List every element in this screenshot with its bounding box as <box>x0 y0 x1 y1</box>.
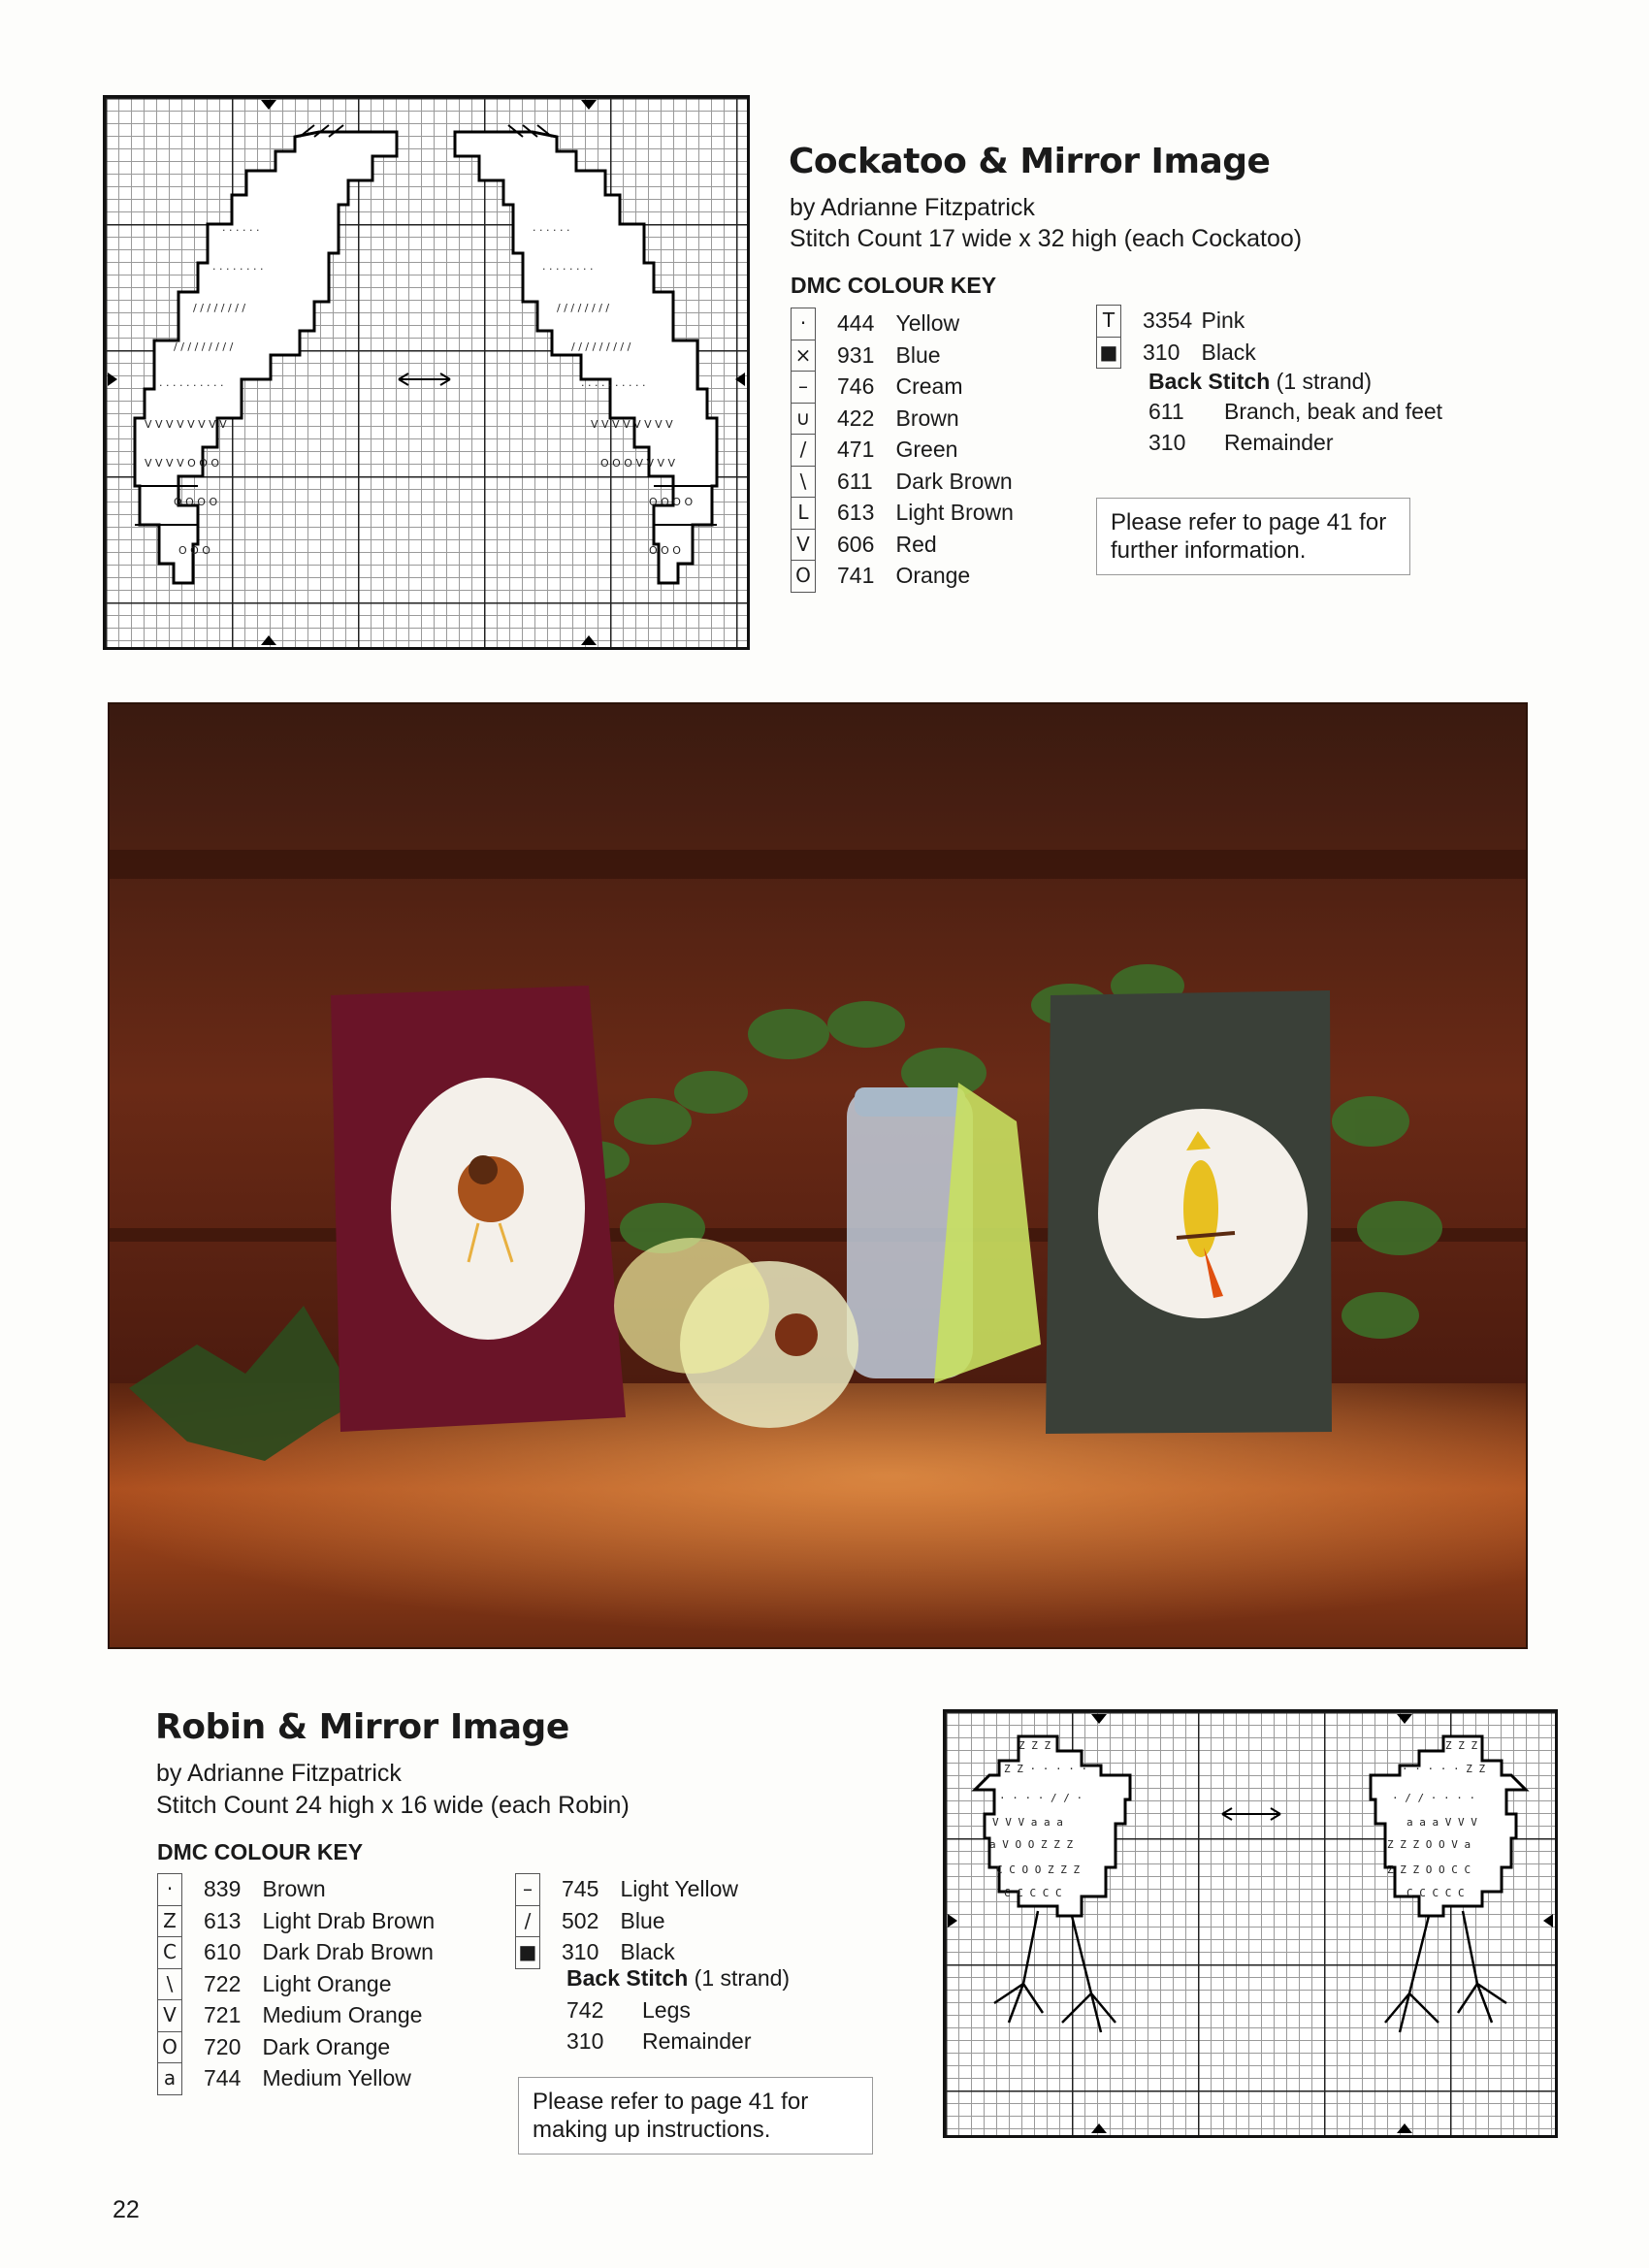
key-symbol: a <box>158 2063 182 2095</box>
backstitch-strands: (1 strand) <box>694 1965 791 1991</box>
cockatoo-author: by Adrianne Fitzpatrick <box>790 194 1035 221</box>
key-row <box>792 561 1014 593</box>
svg-text:· / / · · · ·: · / / · · · · <box>1392 1792 1476 1804</box>
svg-text:Z Z Z: Z Z Z <box>1445 1739 1478 1752</box>
cards-photograph <box>108 702 1528 1649</box>
key-code: 611 <box>837 468 873 494</box>
svg-text:O O O O: O O O O <box>649 496 694 508</box>
key-code: 839 <box>204 1876 242 1902</box>
key-symbol: · <box>792 308 816 340</box>
svg-text:· · · · · · · ·: · · · · · · · · <box>542 263 594 275</box>
key-colour-name: Yellow <box>895 310 960 337</box>
key-row <box>158 1937 436 1969</box>
svg-text:· · · · · · · · · ·: · · · · · · · · · · <box>159 379 224 392</box>
key-colour-name: Blue <box>895 341 941 368</box>
key-colour-name: Orange <box>895 563 971 589</box>
svg-text:/ / / / / / / / /: / / / / / / / / / <box>174 340 234 353</box>
svg-text:Z Z Z O O C C: Z Z Z O O C C <box>1387 1863 1471 1876</box>
backstitch-row <box>1148 428 1442 459</box>
key-colour-name: Blue <box>620 1907 665 1933</box>
key-colour-name: Dark Drab Brown <box>262 1939 434 1965</box>
robin-stitch-count: Stitch Count 24 high x 16 wide (each Robin) <box>156 1792 630 1819</box>
svg-text:a a a V V V: a a a V V V <box>1406 1816 1477 1829</box>
key-symbol: × <box>792 340 816 372</box>
key-colour-name: Medium Yellow <box>262 2065 411 2091</box>
svg-text:· · · · · · · ·: · · · · · · · · <box>212 263 264 275</box>
key-code: 745 <box>562 1876 599 1902</box>
key-colour-name: Light Orange <box>262 1970 392 1996</box>
svg-text:O O O O: O O O O <box>174 496 218 508</box>
key-row <box>1097 337 1256 369</box>
key-colour-name: Light Drab Brown <box>262 1907 436 1933</box>
key-row <box>792 498 1014 530</box>
key-row <box>792 529 1014 561</box>
backstitch-label: Back Stitch <box>566 1965 689 1991</box>
backstitch-code: 742 <box>566 1997 604 2024</box>
robin-card <box>331 986 626 1432</box>
key-colour-name: Medium Orange <box>262 2002 423 2028</box>
robin-backstitch-list <box>566 1995 752 2057</box>
key-row <box>516 1905 739 1937</box>
key-symbol: V <box>158 2000 182 2032</box>
backstitch-label: Back Stitch <box>1148 369 1271 394</box>
svg-text:Z Z Z: Z Z Z <box>1018 1739 1051 1752</box>
backstitch-row <box>566 1995 752 2026</box>
robin-author: by Adrianne Fitzpatrick <box>156 1760 402 1787</box>
backstitch-code: 310 <box>1148 429 1186 455</box>
key-code: 3354 <box>1143 308 1193 334</box>
cockatoo-note: Please refer to page 41 for further information. <box>1096 498 1410 575</box>
key-code: 931 <box>837 341 875 368</box>
key-colour-name: Cream <box>895 373 963 400</box>
key-code: 606 <box>837 531 875 557</box>
key-code: 721 <box>204 2002 242 2028</box>
backstitch-row <box>1148 397 1442 428</box>
svg-text:V V V V V V V V: V V V V V V V V <box>145 418 227 431</box>
key-code: 722 <box>204 1970 242 1996</box>
key-symbol: O <box>792 561 816 593</box>
robin-note: Please refer to page 41 for making up instructions. <box>518 2077 873 2155</box>
backstitch-row <box>566 2026 752 2057</box>
key-colour-name: Red <box>895 531 937 557</box>
key-colour-name: Light Brown <box>895 500 1014 526</box>
key-code: 422 <box>837 405 875 431</box>
key-symbol: / <box>792 435 816 467</box>
key-row <box>158 2000 436 2032</box>
backstitch-use: Branch, beak and feet <box>1224 399 1443 425</box>
key-symbol: ■ <box>516 1937 540 1969</box>
svg-text:O O O V V V V: O O O V V V V <box>600 457 676 470</box>
key-symbol: Z <box>158 1905 182 1937</box>
page-number: 22 <box>113 2196 140 2223</box>
key-symbol: C <box>158 1937 182 1969</box>
cockatoo-backstitch-heading <box>1148 369 1372 395</box>
backstitch-code: 611 <box>1148 399 1184 425</box>
key-code: 502 <box>562 1907 599 1933</box>
key-code: 746 <box>837 373 875 400</box>
cockatoo-title: Cockatoo & Mirror Image <box>789 142 1271 181</box>
key-symbol: – <box>792 372 816 404</box>
robin-chart-drawing <box>946 1712 1555 2135</box>
key-colour-name: Brown <box>895 405 959 431</box>
svg-text:/ / / / / / / / /: / / / / / / / / / <box>571 340 631 353</box>
key-symbol: V <box>792 529 816 561</box>
key-symbol: / <box>516 1905 540 1937</box>
key-row <box>516 1874 739 1906</box>
robin-key-heading: DMC COLOUR KEY <box>157 1839 364 1864</box>
key-symbol: O <box>158 2031 182 2063</box>
photo-scene <box>110 704 1526 1647</box>
robin-colour-key-left <box>157 1873 436 2095</box>
key-colour-name: Black <box>620 1939 675 1965</box>
cockatoo-key-heading: DMC COLOUR KEY <box>791 273 997 298</box>
key-row <box>516 1937 739 1969</box>
key-row <box>158 1968 436 2000</box>
cockatoo-backstitch-list <box>1148 397 1442 458</box>
cockatoo-chart-drawing <box>106 98 747 647</box>
svg-text:Z Z Z O O V a: Z Z Z O O V a <box>1387 1838 1471 1851</box>
key-colour-name: Light Yellow <box>620 1876 738 1902</box>
svg-text:a V O O Z Z Z: a V O O Z Z Z <box>989 1838 1074 1851</box>
svg-text:V V V a a a: V V V a a a <box>992 1816 1063 1829</box>
key-code: 610 <box>204 1939 242 1965</box>
svg-text:O O O: O O O <box>178 544 210 557</box>
key-code: 444 <box>837 310 875 337</box>
cockatoo-stitch-count: Stitch Count 17 wide x 32 high (each Cockatoo) <box>790 225 1303 252</box>
robin-colour-key-right <box>515 1873 739 1969</box>
key-symbol: ∪ <box>792 403 816 435</box>
key-row <box>158 1874 436 1906</box>
key-colour-name: Dark Brown <box>895 468 1013 494</box>
svg-text:· · · · / / ·: · · · · / / · <box>999 1792 1083 1804</box>
key-symbol: ■ <box>1097 337 1121 369</box>
backstitch-strands: (1 strand) <box>1276 369 1373 394</box>
key-row <box>158 2063 436 2095</box>
robin-backstitch-heading <box>566 1965 790 1992</box>
svg-text:/ / / / / / / /: / / / / / / / / <box>557 302 610 314</box>
svg-text:O O O: O O O <box>649 544 681 557</box>
svg-text:· · · · · ·: · · · · · · <box>222 224 260 237</box>
svg-text:Z Z · · · · ·: Z Z · · · · · <box>1004 1763 1088 1775</box>
svg-text:C C C C C: C C C C C <box>1406 1887 1465 1899</box>
svg-text:/ / / / / / / /: / / / / / / / / <box>193 302 246 314</box>
svg-text:V V V V O O O: V V V V O O O <box>145 457 220 470</box>
key-colour-name: Brown <box>262 1876 326 1902</box>
backstitch-use: Remainder <box>642 2027 752 2054</box>
key-symbol: \ <box>792 466 816 498</box>
key-symbol: T <box>1097 306 1121 338</box>
key-symbol: · <box>158 1874 182 1906</box>
key-colour-name: Dark Orange <box>262 2033 391 2059</box>
svg-text:· · · · · ·: · · · · · · <box>533 224 570 237</box>
key-row <box>158 1905 436 1937</box>
cockatoo-colour-key-right <box>1096 305 1256 369</box>
key-code: 613 <box>204 1907 242 1933</box>
key-row <box>792 308 1014 340</box>
cockatoo-colour-key-left <box>791 308 1014 593</box>
key-symbol: L <box>792 498 816 530</box>
key-row <box>158 2031 436 2063</box>
key-code: 310 <box>1143 339 1180 365</box>
key-row <box>792 403 1014 435</box>
key-code: 310 <box>562 1939 599 1965</box>
key-colour-name: Pink <box>1201 308 1245 334</box>
backstitch-use: Remainder <box>1224 429 1334 455</box>
robin-chart <box>943 1709 1558 2138</box>
svg-text:· · · · · · · · · ·: · · · · · · · · · · <box>581 379 646 392</box>
key-symbol: – <box>516 1874 540 1906</box>
key-code: 720 <box>204 2033 242 2059</box>
backstitch-code: 310 <box>566 2027 604 2054</box>
key-row <box>792 435 1014 467</box>
key-code: 471 <box>837 437 875 463</box>
robin-title: Robin & Mirror Image <box>155 1707 569 1747</box>
key-code: 744 <box>204 2065 242 2091</box>
key-row <box>1097 306 1256 338</box>
key-row <box>792 340 1014 372</box>
backstitch-use: Legs <box>642 1997 691 2024</box>
key-row <box>792 372 1014 404</box>
key-code: 741 <box>837 563 875 589</box>
key-code: 613 <box>837 500 875 526</box>
key-symbol: \ <box>158 1968 182 2000</box>
svg-text:· · · · · Z Z: · · · · · Z Z <box>1402 1763 1486 1775</box>
svg-text:C C C C C: C C C C C <box>1004 1887 1062 1899</box>
cockatoo-chart <box>103 95 750 650</box>
svg-text:V V V V V V V V: V V V V V V V V <box>591 418 673 431</box>
key-colour-name: Green <box>895 437 958 463</box>
cockatoo-card <box>1046 990 1332 1434</box>
key-row <box>792 466 1014 498</box>
key-colour-name: Black <box>1201 339 1256 365</box>
svg-text:C C O O Z Z Z: C C O O Z Z Z <box>996 1863 1081 1876</box>
